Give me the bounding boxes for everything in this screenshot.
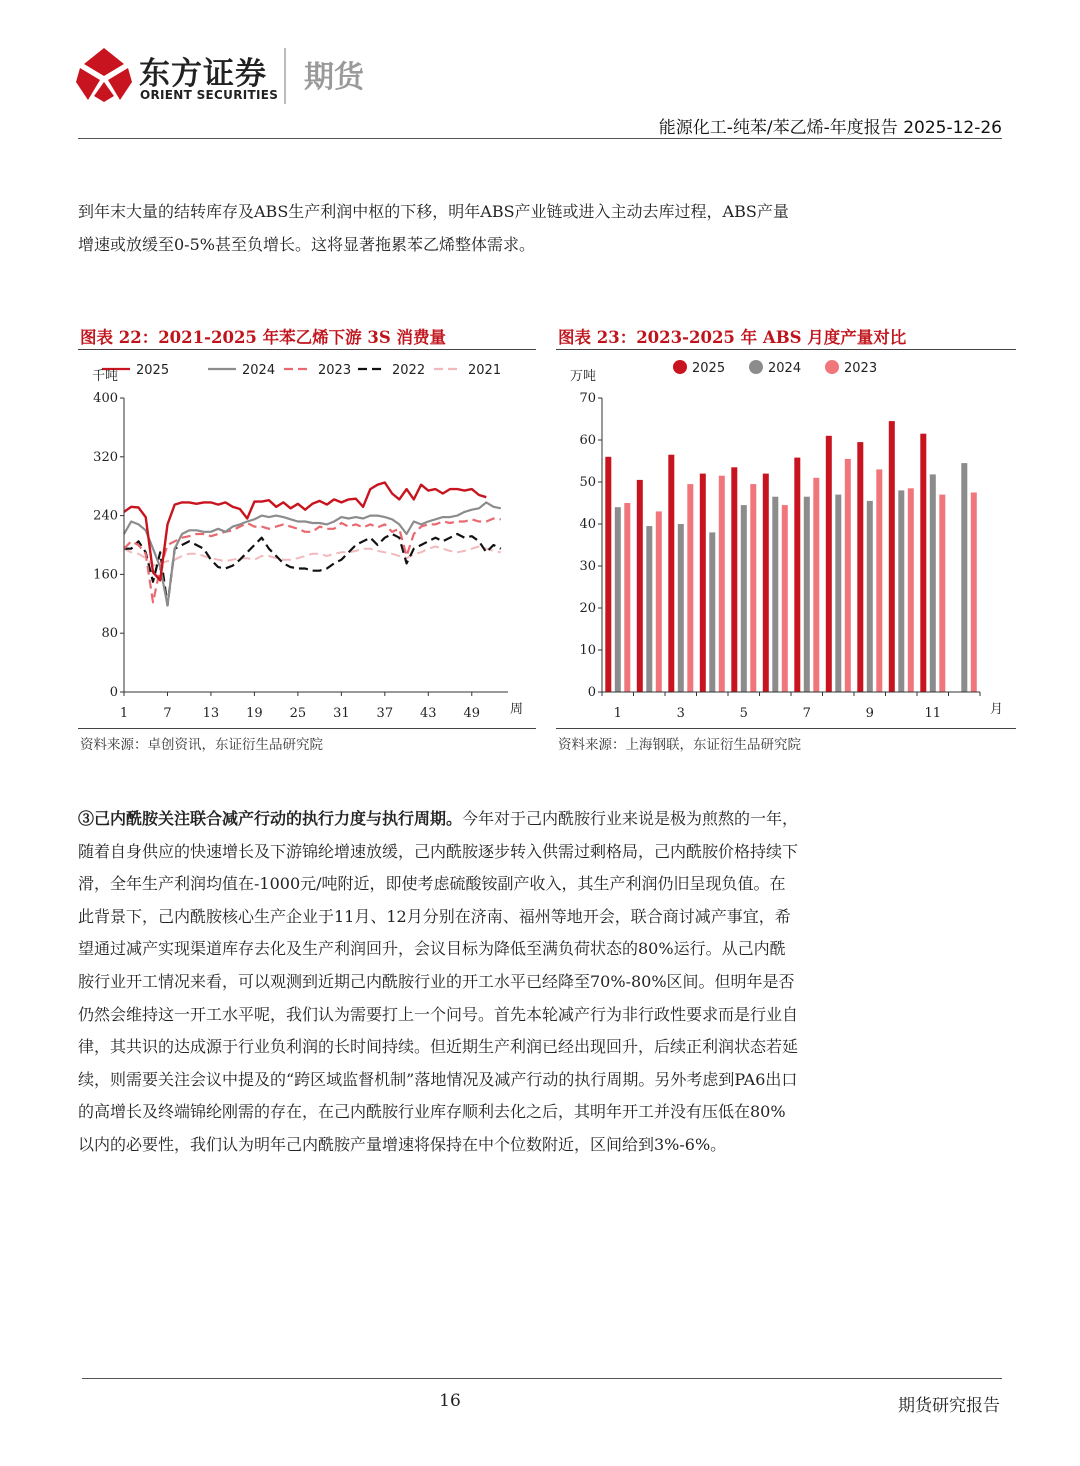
body-paragraph <box>78 803 800 1162</box>
y-tick-label: 0 <box>587 685 596 700</box>
y-tick-label: 10 <box>579 643 596 658</box>
bar-2025-m2 <box>637 480 643 692</box>
bar-2023-m12 <box>971 493 977 693</box>
bar-2024-m1 <box>615 507 621 692</box>
x-tick-label: 43 <box>420 706 437 721</box>
legend-label-2023: 2023 <box>318 363 352 378</box>
y-tick-label: 0 <box>109 685 118 700</box>
bar-2024-m8 <box>835 495 841 692</box>
y-tick-label: 400 <box>93 391 118 406</box>
y-tick-label: 240 <box>93 508 118 524</box>
x-tick-label: 37 <box>376 706 394 721</box>
bar-2024-m3 <box>678 524 684 692</box>
bar-2024-m11 <box>930 474 936 692</box>
bar-2023-m7 <box>813 478 819 692</box>
figure22-y-unit: 千吨 <box>92 369 119 384</box>
bar-2023-m3 <box>687 484 693 692</box>
bar-2024-m10 <box>898 490 904 692</box>
figure23-source: 资料来源：上海钢联，东证衍生品研究院 <box>558 737 801 753</box>
bar-2023-m4 <box>719 476 725 692</box>
bar-2023-m5 <box>750 484 756 692</box>
bar-2023-m11 <box>939 495 945 692</box>
figure22-chart <box>78 352 538 726</box>
bar-2024-m12 <box>961 463 967 692</box>
page-number: 16 <box>439 1391 461 1411</box>
legend-label-2025: 2025 <box>136 363 170 378</box>
figure23-title-rule <box>556 349 1016 350</box>
y-tick-label: 50 <box>579 475 596 490</box>
legend-marker-2025 <box>673 360 687 374</box>
legend-label-2024: 2024 <box>768 361 802 376</box>
legend-label-2025: 2025 <box>692 361 726 376</box>
bar-2025-m6 <box>763 474 769 692</box>
x-tick-label: 11 <box>924 706 942 721</box>
y-tick-label: 40 <box>579 517 596 532</box>
figure23-title: 图表 23：2023-2025 年 ABS 月度产量对比 <box>558 328 907 347</box>
bar-2025-m7 <box>794 458 800 692</box>
intro-paragraph: 到年末大量的结转库存及ABS生产利润中枢的下移，明年ABS产业链或进入主动去库过程，ABS产量增速或放缓至0-5%甚至负增长。这将显著拖累苯乙烯整体需求。 <box>78 202 789 254</box>
legend-label-2022: 2022 <box>392 363 426 378</box>
bar-2023-m8 <box>845 459 851 692</box>
legend-label-2024: 2024 <box>242 363 276 378</box>
bar-2023-m9 <box>876 469 882 692</box>
logo-divider <box>284 48 286 104</box>
figure23-x-unit: 月 <box>990 702 1004 717</box>
x-tick-label: 49 <box>463 706 481 721</box>
bar-2025-m11 <box>920 434 926 692</box>
legend-label-2021: 2021 <box>468 363 502 378</box>
series-line-2023 <box>124 519 501 603</box>
footer-label: 期货研究报告 <box>898 1396 1000 1416</box>
body-text: 今年对于己内酰胺行业来说是极为煎熬的一年，随着自身供应的快速增长及下游锦纶增速放缓，己内酰胺逐步转入供需过剩格局，己内酰胺价格持续下滑，全年生产利润均值在-1000元/吨附近，即使考虑硫酸铵副产收入，其生产利润仍旧呈现负值。在此背景下，己内酰胺核心生产企业于11月、12月分别在济南、福州等地开会，联合商讨减产事宜，希望通过减产实现渠道库存去化及生产利润回升，会议目标为降低至满负荷状态的80%运行。从己内酰胺行业开工情况来看，可以观测到近期己内酰胺行业的开工水平已经降至70%-80%区间。但明年是否仍然会维持这一开工水平呢，我们认为需要打上一个问号。首先本轮减产行为非行政性要求而是行业自律，其共识的达成源于行业负利润的长时间持续。但近期生产利润已经出现回升，后续正利润状态若延续，则需要关注会议中提及的“跨区域监督机制”落地情况及减产行动的执行周期。另外考虑到PA6出口的高增长及终端锦纶刚需的存在，在己内酰胺行业库存顺利去化之后，其明年开工并没有压低在80%以内的必要性，我们认为明年己内酰胺产量增速将保持在中个位数附近，区间给到3%-6%。 <box>78 809 799 1154</box>
bar-2025-m10 <box>889 421 895 692</box>
legend-label-2023: 2023 <box>844 361 878 376</box>
bar-2024-m4 <box>709 532 715 692</box>
orient-logo-icon <box>76 46 132 104</box>
series-line-2022 <box>124 534 501 605</box>
x-tick-label: 3 <box>676 706 685 721</box>
x-tick-label: 9 <box>865 706 874 721</box>
x-tick-label: 7 <box>802 706 811 721</box>
bar-2023-m1 <box>624 503 630 692</box>
x-tick-label: 19 <box>246 706 263 721</box>
figure23-chart <box>556 352 1018 726</box>
x-tick-label: 31 <box>333 706 350 721</box>
bar-2025-m9 <box>857 442 863 692</box>
header-rule <box>78 138 1002 139</box>
x-tick-label: 25 <box>289 706 307 721</box>
logo-company-name: 东方证券 <box>139 56 267 92</box>
bar-2024-m5 <box>741 505 747 692</box>
bar-2025-m4 <box>700 474 706 692</box>
legend-marker-2023 <box>825 360 839 374</box>
report-title: 能源化工-纯苯/苯乙烯-年度报告 2025-12-26 <box>658 118 1002 138</box>
y-tick-label: 30 <box>579 559 596 574</box>
figure23-y-unit: 万吨 <box>570 369 597 384</box>
series-line-2021 <box>124 547 501 566</box>
x-tick-label: 7 <box>163 706 172 721</box>
logo-english-name: ORIENT SECURITIES <box>140 88 279 102</box>
bar-2023-m2 <box>656 511 662 692</box>
figure22-x-unit: 周 <box>510 702 524 717</box>
bar-2025-m5 <box>731 467 737 692</box>
bar-2024-m7 <box>804 497 810 692</box>
figure23-bottom-rule <box>556 728 1016 729</box>
bar-2024-m2 <box>646 526 652 692</box>
bar-2023-m10 <box>908 488 914 692</box>
bar-2025-m8 <box>826 436 832 692</box>
y-tick-label: 160 <box>93 567 118 583</box>
y-tick-label: 60 <box>579 433 596 448</box>
bar-2024-m6 <box>772 497 778 692</box>
y-tick-label: 20 <box>579 601 596 616</box>
x-tick-label: 1 <box>613 706 622 721</box>
x-tick-label: 1 <box>119 706 129 721</box>
x-tick-label: 5 <box>739 706 748 721</box>
figure22-title: 图表 22：2021-2025 年苯乙烯下游 3S 消费量 <box>80 328 447 347</box>
bar-2023-m6 <box>782 505 788 692</box>
x-tick-label: 13 <box>202 706 220 721</box>
figure22-title-rule <box>78 349 536 350</box>
bar-2024-m9 <box>867 501 873 692</box>
bar-2025-m3 <box>668 455 674 692</box>
figure22-source: 资料来源：卓创资讯，东证衍生品研究院 <box>80 737 323 753</box>
y-tick-label: 80 <box>101 626 118 642</box>
body-lead-sentence: ③己内酰胺关注联合减产行动的执行力度与执行周期。 <box>78 809 463 828</box>
bar-2025-m1 <box>605 457 611 692</box>
figure22-bottom-rule <box>78 728 536 729</box>
y-tick-label: 320 <box>93 449 118 465</box>
y-tick-label: 70 <box>579 391 596 406</box>
logo-futures: 期货 <box>304 60 364 95</box>
footer-rule <box>82 1378 1002 1379</box>
legend-marker-2024 <box>749 360 763 374</box>
